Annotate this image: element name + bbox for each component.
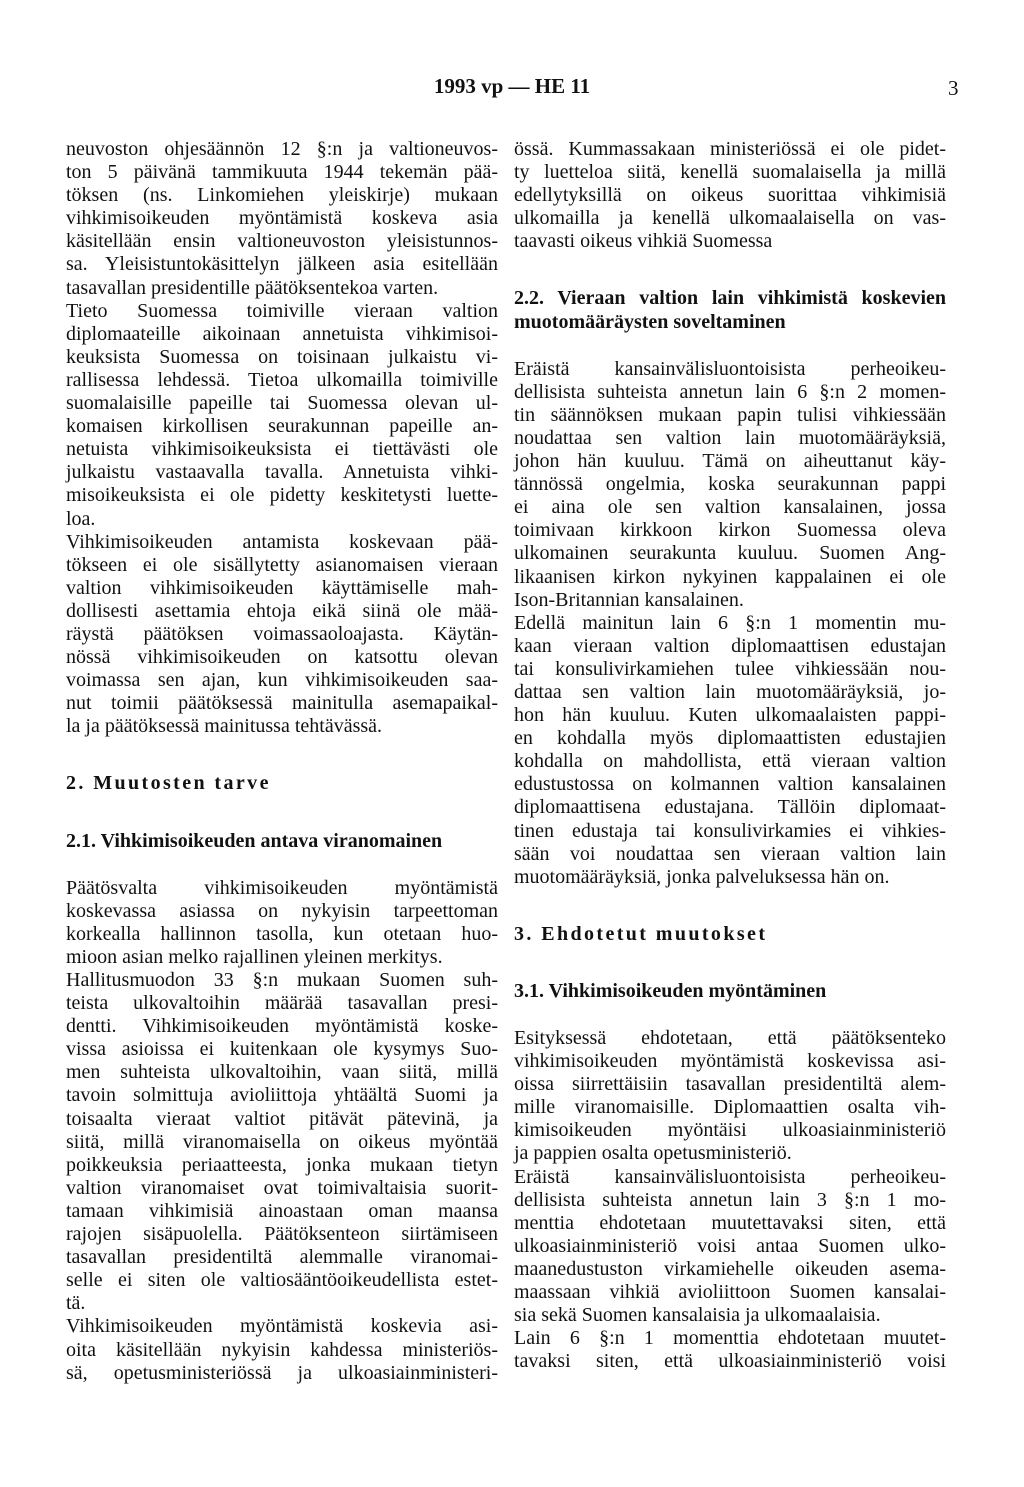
text-line: komaisen kirkollisen seurakunnan papeille an- [66,415,498,438]
page-number: 3 [948,76,959,100]
text-line: ulkomailla ja kenellä ulkomaalaisella on vas- [514,207,946,230]
text-line: ulkoasiainministeriö voisi antaa Suomen ulko- [514,1234,946,1257]
text-line: tai konsulivirkamiehen tulee vihkiessään nou- [514,657,946,680]
page-header [0,74,1024,104]
text-line: misoikeuksista ei ole pidetty keskitetysti luette- [66,484,498,507]
text-line: tavoin solmittuja avioliittoja yhtäältä Suomi ja [66,1084,498,1107]
text-line: la ja päätöksessä mainitussa tehtävässä. [66,715,383,738]
spacer [514,1003,946,1027]
text-line: ty luetteloa siitä, kenellä suomalaisella ja millä [514,161,946,184]
text-line: mioon asian melko rajallinen yleinen merkitys. [66,945,443,968]
text-line: koskevassa asiassa on nykyisin tarpeettoman [66,899,498,922]
text-line: dellisista suhteista annetun lain 3 §:n 1 mo- [514,1188,946,1211]
text-line: voimassa sen ajan, kun vihkimisoikeuden saa- [66,669,498,692]
text-line: dellisista suhteista annetun lain 6 §:n 2 momen- [514,380,946,403]
text-line: Päätösvalta vihkimisoikeuden myöntämistä [66,876,498,899]
text-line: suomalaisille papeille tai Suomessa olevan ul- [66,392,498,415]
text-line: neuvoston ohjesäännön 12 §:n ja valtioneuvos- [66,138,498,160]
text-line: oita käsitellään nykyisin kahdessa ministeriös- [66,1338,498,1361]
text-line: sa. Yleisistuntokäsittelyn jälkeen asia esitellään [66,253,498,276]
text-line: johon hän kuuluu. Tämä on aiheuttanut käy- [514,450,946,473]
text-line: nössä vihkimisoikeuden on katsottu olevan [66,646,498,669]
text-line: likaanisen kirkon nykyinen kappalainen ei ole [514,565,946,588]
text-line: Ison-Britannian kansalainen. [514,588,744,611]
text-line: Lain 6 §:n 1 momenttia ehdotetaan muutet- [514,1327,946,1350]
text-line: tavaksi siten, että ulkoasiainministeriö voisi [514,1350,946,1373]
text-line: vissa asioissa ei kuitenkaan ole kysymys Suo- [66,1038,498,1061]
spacer [66,738,498,772]
text-line: tasavallan presidentiltä alemmalle viranomai- [66,1246,498,1269]
text-line: tännössä ongelmia, koska seurakunnan pappi [514,473,946,496]
text-line: valtion vihkimisoikeuden käyttämiselle mah- [66,576,498,599]
text-line: teista ulkovaltoihin määrää tasavallan presi- [66,992,498,1015]
spacer [514,889,946,923]
text-line: tä. [66,1292,86,1315]
text-line: poikkeuksia periaatteesta, jonka mukaan tietyn [66,1153,498,1176]
text-line: noudattaa sen valtion lain muotomääräyksiä, [514,426,946,449]
right-column [514,138,946,1373]
text-line: tökseen ei ole sisällytetty asianomaisen vieraan [66,553,498,576]
subsection-heading: muotomääräysten soveltaminen [514,310,786,333]
text-line: en kohdalla myös diplomaattisten edustajien [514,727,946,750]
text-line: rallisessa lehdessä. Tietoa ulkomailla toimiville [66,368,498,391]
text-line: Tieto Suomessa toimiville vieraan valtion [66,299,498,322]
text-line: kaan vieraan valtion diplomaattisen edustajan [514,634,946,657]
text-line: dollisesti asettamia ehtoja eikä siinä ole mää- [66,599,498,622]
spacer [66,853,498,877]
text-line: valtion viranomaiset ovat toimivaltaisia suorit- [66,1176,498,1199]
text-line: dentti. Vihkimisoikeuden myöntämistä koske- [66,1015,498,1038]
text-line: Hallitusmuodon 33 §:n mukaan Suomen suh- [66,969,498,991]
text-line: ulkomainen seurakunta kuuluu. Suomen Ang- [514,542,946,565]
text-line: Eräistä kansainvälisluontoisista perheoikeu- [514,357,946,380]
text-line: toisaalta vieraat valtiot pitävät pätevinä, ja [66,1107,498,1130]
text-line: ton 5 päivänä tammikuuta 1944 tekemän pää- [66,161,498,184]
text-line: tinen edustaja tai konsulivirkamies ei vihkies- [514,819,946,842]
text-line: Edellä mainitun lain 6 §:n 1 momentin mu- [514,611,946,634]
text-line: ei aina ole sen valtion kansalainen, jossa [514,496,946,519]
text-line: keuksista Suomessa on toisinaan julkaistu vi- [66,345,498,368]
text-line: men suhteista ulkovaltoihin, vaan siitä, millä [66,1061,498,1084]
text-line: julkaistu vastaavalla tavalla. Annetuista vihki- [66,461,498,484]
text-line: maanedustuston virkamiehelle oikeuden asema- [514,1257,946,1280]
spacer [514,253,946,287]
subsection-heading: 2.2. Vieraan valtion lain vihkimistä koskevien [514,287,946,310]
text-line: kohdalla on mahdollista, että vieraan valtion [514,750,946,773]
text-line: käsitellään ensin valtioneuvoston yleisistunnos- [66,230,498,253]
text-line: diplomaateille aikoinaan annetuista vihkimisoi- [66,322,498,345]
text-line: mille viranomaisille. Diplomaattien osalta vih- [514,1096,946,1119]
running-head: 1993 vp — HE 11 [433,74,591,98]
text-line: edellytyksillä on oikeus suorittaa vihkimisiä [514,184,946,207]
text-line: menttia ehdotetaan muutettavaksi siten, että [514,1211,946,1234]
text-line: edustustossa on kolmannen valtion kansalainen [514,773,946,796]
text-line: dattaa sen valtion lain muotomääräyksiä, jo- [514,680,946,703]
text-line: Esityksessä ehdotetaan, että päätöksenteko [514,1027,946,1049]
text-line: siitä, millä viranomaisella on oikeus myöntää [66,1130,498,1153]
left-column [66,138,498,1385]
text-line: tamaan vihkimisiä ainoastaan oman maansa [66,1199,498,1222]
text-line: taavasti oikeus vihkiä Suomessa [514,230,773,253]
text-line: maassaan vihkiä avioliittoon Suomen kansalai- [514,1281,946,1304]
text-line: räystä päätöksen voimassaoloajasta. Käytän- [66,622,498,645]
text-line: korkealla hallinnon tasolla, kun otetaan huo- [66,922,498,945]
text-line: selle ei siten ole valtiosääntöoikeudellista estet- [66,1269,498,1292]
subsection-heading: 2.1. Vihkimisoikeuden antava viranomainen [66,829,443,852]
text-line: sään voi noudattaa sen vieraan valtion lain [514,842,946,865]
text-line: Vihkimisoikeuden myöntämistä koskevia asi- [66,1315,498,1338]
text-line: oissa siirrettäisiin tasavallan presidentiltä alem- [514,1073,946,1096]
subsection-heading: 3.1. Vihkimisoikeuden myöntäminen [514,979,827,1002]
spacer [66,796,498,830]
text-line: rajojen sisäpuolella. Päätöksenteon siirtämiseen [66,1223,498,1246]
text-line: kimisoikeuden myöntäisi ulkoasiainministeriö [514,1119,946,1142]
text-line: muotomääräyksiä, jonka palveluksessa hän on. [514,865,890,888]
text-line: loa. [66,507,96,530]
text-line: vihkimisoikeuden myöntämistä koskevissa asi- [514,1050,946,1073]
text-line: Eräistä kansainvälisluontoisista perheoikeu- [514,1165,946,1188]
text-line: sä, opetusministeriössä ja ulkoasiainministeri- [66,1361,498,1384]
text-line: vihkimisoikeuden myöntämistä koskeva asia [66,207,498,230]
spacer [514,946,946,980]
text-line: sia sekä Suomen kansalaisia ja ulkomaalaisia. [514,1304,881,1327]
text-line: diplomaattisena edustajana. Tällöin diplomaat- [514,796,946,819]
text-line: netuista vihkimisoikeuksista ei tiettävästi ole [66,438,498,461]
text-line: töksen (ns. Linkomiehen yleiskirje) mukaan [66,184,498,207]
text-line: tasavallan presidentille päätöksentekoa varten. [66,276,439,299]
spacer [514,334,946,358]
text-line: hon hän kuuluu. Kuten ulkomaalaisten pappi- [514,704,946,727]
text-line: össä. Kummassakaan ministeriössä ei ole pidet- [514,138,946,160]
section-heading: 3. Ehdotetut muutokset [514,922,768,945]
text-line: nut toimii päätöksessä mainitulla asemapaikal- [66,692,498,715]
section-heading: 2. Muutosten tarve [66,772,271,795]
text-line: toimivaan kirkkoon kirkon Suomessa oleva [514,519,946,542]
text-line: ja pappien osalta opetusministeriö. [514,1142,792,1165]
text-line: Vihkimisoikeuden antamista koskevaan pää- [66,530,498,553]
text-line: tin säännöksen mukaan papin tulisi vihkiessään [514,403,946,426]
